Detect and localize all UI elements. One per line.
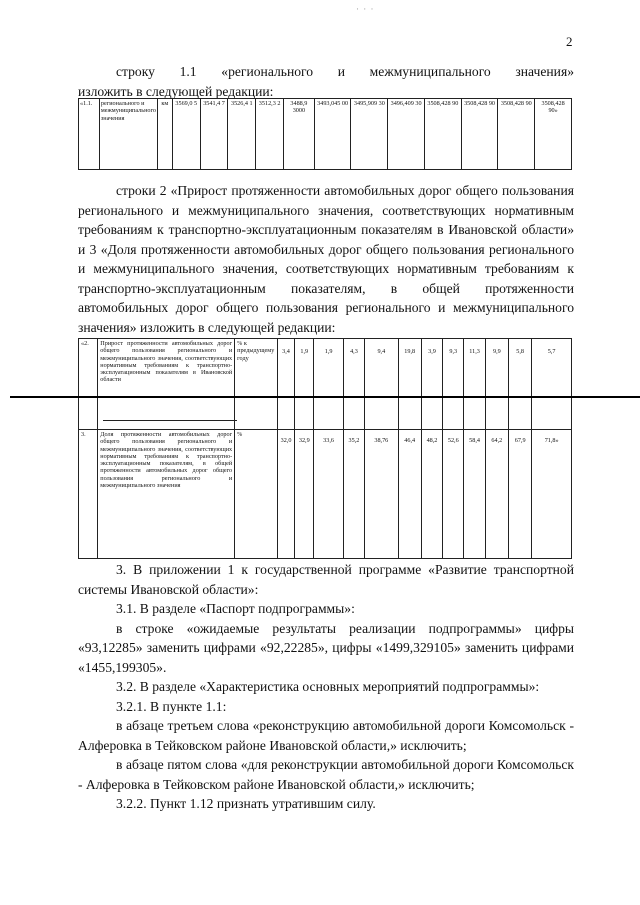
t2-row2-v6: 19,8 <box>398 339 421 430</box>
table-row <box>79 339 572 430</box>
t2-row2-v7: 3,9 <box>421 339 442 430</box>
t2-row2-unit: % к предыдущему году <box>235 339 278 430</box>
t2-row2-v4: 4,3 <box>343 339 364 430</box>
t1-v4: 3512,3 2 <box>256 99 284 170</box>
t2-row2-v11: 5,8 <box>509 339 532 430</box>
para-3-2-1-a: в абзаце третьем слова «реконструкцию автомобильной дороги Комсомольск - Алферовка в Тейковском районе Ивановской области,» исключить; <box>78 718 574 753</box>
t2-row2-v5: 9,4 <box>365 339 398 430</box>
t2-row2-name: Прирост протяженности автомобильных дорог общего пользования регионального и межмуниципального значения, соответствующих нормативным требованиям к транспортно-эксплуатационным показателям в Ивановской области <box>98 339 235 430</box>
t2-row2-num: «2. <box>79 339 98 430</box>
t2-row3-v7: 48,2 <box>421 430 442 559</box>
t2-row3-v1: 32,0 <box>277 430 294 559</box>
t1-v6: 3493,045 00 <box>314 99 351 170</box>
table-row-1-1 <box>78 98 572 170</box>
t2-row3-v4: 35,2 <box>343 430 364 559</box>
t2-row3-v11: 67,9 <box>509 430 532 559</box>
table-row <box>79 430 572 559</box>
t1-v2: 3541,4 7 <box>200 99 228 170</box>
t1-v7: 3495,909 30 <box>351 99 388 170</box>
t2-row3-v2: 32,9 <box>295 430 314 559</box>
t2-row2-v1: 3,4 <box>277 339 294 430</box>
strikethrough-line <box>103 420 237 421</box>
t2-row2-v12: 5,7 <box>532 339 572 430</box>
t1-v12: 3508,428 90» <box>535 99 572 170</box>
para-3-2: 3.2. В разделе «Характеристика основных мероприятий подпрограммы»: <box>116 679 540 694</box>
t1-num: «1.1. <box>79 99 100 170</box>
paragraph-1 <box>78 62 574 101</box>
t1-v10: 3508,428 90 <box>461 99 498 170</box>
para-3: 3. В приложении 1 к государственной программе «Развитие транспортной системы Ивановской области»: <box>78 562 574 597</box>
t2-row2-v9: 11,3 <box>464 339 485 430</box>
table-rows-2-3 <box>78 338 572 559</box>
t1-v9: 3508,428 90 <box>424 99 461 170</box>
t1-v1: 3569,0 5 <box>172 99 200 170</box>
t1-v11: 3508,428 90 <box>498 99 535 170</box>
t1-unit: км <box>157 99 172 170</box>
top-dots: · · · <box>356 4 375 14</box>
page-number: 2 <box>566 34 573 49</box>
table-row <box>79 99 572 170</box>
t2-row3-v5: 38,76 <box>365 430 398 559</box>
t2-row3-v8: 52,6 <box>443 430 464 559</box>
t2-row2-v8: 9,3 <box>443 339 464 430</box>
t2-row3-v12: 71,8» <box>532 430 572 559</box>
t2-row3-name: Доля протяженности автомобильных дорог общего пользования регионального и межмуниципального значения, соответствующих нормативным требованиям к транспортно-эксплуатационным показателям, в общей протяженности автомобильных дорог общего пользования регионального и межмуниципального значения <box>98 430 235 559</box>
para-3-1-a: в строке «ожидаемые результаты реализации подпрограммы» цифры «93,12285» заменить цифрами «92,22285», цифры «1499,329105» заменить цифрами «1455,199305». <box>78 620 574 675</box>
para1-line2: изложить в следующей редакции: <box>78 83 274 99</box>
body-section <box>78 560 574 814</box>
horizontal-rule <box>10 396 640 398</box>
para-3-2-1-b: в абзаце пятом слова «для реконструкции автомобильной дороги Комсомольск - Алферовка в Тейковском районе Ивановской области,» исключить; <box>78 757 574 792</box>
t1-name: регионального и межмуниципального значения <box>99 99 157 170</box>
t2-row3-v3: 33,6 <box>314 430 343 559</box>
para1-line1: строку 1.1 «регионального и межмуниципального значения» <box>116 64 574 79</box>
t2-row2-v10: 9,9 <box>485 339 508 430</box>
t2-row3-v10: 64,2 <box>485 430 508 559</box>
t1-v5: 3488,9 3000 <box>284 99 315 170</box>
t2-row2-v3: 1,9 <box>314 339 343 430</box>
t2-row3-v9: 58,4 <box>464 430 485 559</box>
t2-row3-num: 3. <box>79 430 98 559</box>
t2-row3-unit: % <box>235 430 278 559</box>
paragraph-2: строки 2 «Прирост протяженности автомобильных дорог общего пользования регионального и межмуниципального значения, соответствующих нормативным требованиям к транспортно-эксплуатационным показателям в Ивановской области» и 3 «Доля протяженности автомобильных дорог общего пользования регионального и межмуниципального значения, соответствующих нормативным требованиям к транспортно-эксплуатационным показателям, в общей протяженности автомобильных дорог общего пользования регионального и межмуниципального значения» изложить в следующей редакции: <box>78 183 574 335</box>
para-3-2-1: 3.2.1. В пункте 1.1: <box>116 698 227 714</box>
t1-v3: 3526,4 1 <box>228 99 256 170</box>
t2-row2-v2: 1,9 <box>295 339 314 430</box>
t1-v8: 3496,409 30 <box>388 99 425 170</box>
t2-row3-v6: 46,4 <box>398 430 421 559</box>
para-3-1: 3.1. В разделе «Паспорт подпрограммы»: <box>116 601 355 616</box>
para-3-2-2: 3.2.2. Пункт 1.12 признать утратившим силу. <box>116 796 376 811</box>
